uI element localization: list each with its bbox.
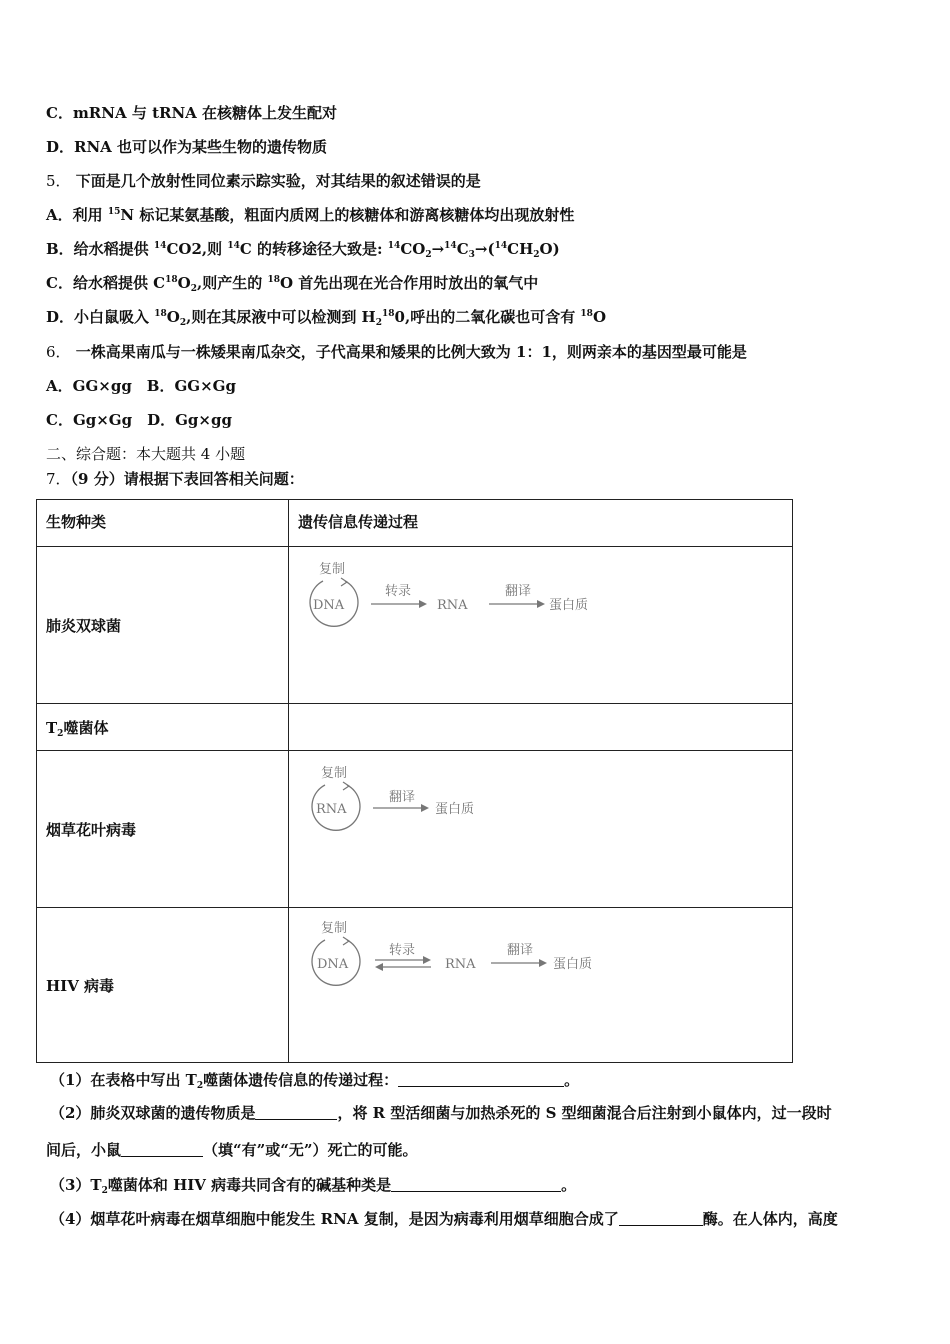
superscript: 14 (387, 241, 401, 251)
process-cell (289, 908, 793, 1063)
q5-option-b (46, 238, 560, 259)
text: 噬菌体和 HIV 病毒共同含有的碱基种类是 (107, 1176, 392, 1194)
dna-label: DNA (313, 598, 345, 613)
table-row (37, 547, 793, 704)
text: 0,呼出的二氧化碳也可含有 (394, 308, 581, 326)
organism-cell: HIV 病毒 (37, 908, 289, 1063)
question-6-stem (46, 341, 747, 362)
question-text: （9 分）请根据下表回答相关问题： (70, 470, 304, 488)
process-cell-empty[interactable] (289, 704, 793, 751)
text: N 标记某氨基酸，粗面内质网上的核糖体和游离核糖体均出现放射性 (120, 206, 575, 224)
superscript: 14 (227, 241, 240, 251)
superscript: 14 (153, 241, 167, 251)
rna-label: RNA (316, 802, 347, 817)
text: （填“有”或“无”）死亡的可能。 (203, 1141, 418, 1159)
option-c-line: C．mRNA 与 tRNA 在核糖体上发生配对 (46, 104, 338, 122)
organism-cell (37, 704, 289, 751)
header-process: 遗传信息传递过程 (289, 500, 793, 547)
text: ，将 R 型活细菌与加热杀死的 S 型细菌混合后注射到小鼠体内，过一段时 (337, 1104, 832, 1122)
arrow-icon (421, 804, 429, 812)
text: O) (539, 240, 560, 258)
text: T (46, 718, 58, 737)
genetic-info-table (36, 499, 793, 1063)
question-text: 一株高果南瓜与一株矮果南瓜杂交，子代高果和矮果的比例大致为 1：1，则两亲本的基因型最可能是 (75, 343, 747, 361)
arrow: →( (474, 240, 495, 258)
transcribe-label: 转录 (389, 943, 416, 958)
translate-label: 翻译 (389, 790, 416, 805)
transcribe-label: 转录 (385, 584, 412, 599)
option-d-line: D．RNA 也可以作为某些生物的遗传物质 (46, 138, 328, 156)
superscript: 18 (382, 309, 395, 319)
q5-option-a (46, 204, 574, 225)
superscript: 18 (580, 309, 593, 319)
answer-blank[interactable] (255, 1105, 337, 1120)
text: 噬菌体 (63, 718, 109, 737)
protein-label: 蛋白质 (549, 598, 589, 613)
protein-label: 蛋白质 (553, 957, 593, 972)
q5-option-d (46, 306, 606, 327)
answer-blank[interactable] (619, 1211, 703, 1226)
question-7-stem (46, 468, 304, 489)
table-row (37, 751, 793, 908)
text: 。 (564, 1071, 580, 1089)
text: （2）肺炎双球菌的遗传物质是 (50, 1104, 256, 1122)
subscript: 2 (101, 1186, 108, 1196)
answer-blank[interactable] (391, 1177, 561, 1192)
text: O 首先出现在光合作用时放出的氧气中 (279, 274, 539, 292)
subscript: 2 (375, 318, 382, 328)
arrowhead-icon (343, 937, 349, 945)
organism-cell: 肺炎双球菌 (37, 547, 289, 704)
text: O (166, 308, 180, 326)
translate-label: 翻译 (505, 584, 532, 599)
text: CO (400, 240, 426, 258)
sub-question-1 (50, 1069, 579, 1090)
text: 酶。在人体内，高度 (702, 1210, 838, 1228)
replicate-label: 复制 (319, 562, 346, 577)
question-5-stem (46, 170, 481, 191)
reverse-arrow-icon (375, 963, 383, 971)
rna-label: RNA (437, 598, 468, 613)
arrow: → (431, 240, 445, 258)
table-row (37, 704, 793, 751)
arrow-icon (423, 956, 431, 964)
text: B．给水稻提供 (46, 240, 154, 258)
subscript: 2 (179, 318, 187, 328)
superscript: 18 (267, 275, 280, 285)
rna-replication-diagram (289, 751, 609, 907)
protein-label: 蛋白质 (435, 802, 475, 817)
superscript: 18 (165, 275, 178, 285)
arrow-icon (539, 959, 547, 967)
text: A．利用 (46, 206, 108, 224)
text: 间后，小鼠 (46, 1141, 122, 1159)
organism-cell: 烟草花叶病毒 (37, 751, 289, 908)
text: CO2,则 (166, 240, 228, 258)
text: （1）在表格中写出 T (50, 1071, 197, 1089)
text: C (456, 240, 469, 258)
answer-blank[interactable] (121, 1142, 203, 1157)
table-row (37, 908, 793, 1063)
sub-question-3 (50, 1174, 576, 1195)
text: 噬菌体遗传信息的传递过程： (203, 1071, 399, 1089)
answer-blank[interactable] (398, 1072, 564, 1087)
process-cell (289, 547, 793, 704)
question-text: 下面是几个放射性同位素示踪实验，对其结果的叙述错误的是 (75, 172, 481, 190)
q6-options-cd: C．Gg×Gg D．Gg×gg (46, 411, 232, 429)
rna-label: RNA (445, 957, 476, 972)
text: 。 (561, 1176, 577, 1194)
superscript: 14 (444, 241, 457, 251)
subscript: 2 (57, 728, 64, 739)
sub-question-2 (50, 1102, 832, 1123)
header-organism: 生物种类 (37, 500, 289, 547)
subscript: 2 (533, 250, 540, 260)
dna-replication-diagram (289, 547, 609, 703)
sub-question-4 (50, 1208, 838, 1229)
subscript: 3 (468, 250, 475, 260)
subscript: 2 (190, 284, 197, 294)
question-number: 5． (46, 172, 71, 190)
arrowhead-icon (343, 782, 349, 790)
q6-options-ab: A．GG×gg B．GG×Gg (46, 377, 236, 395)
arrow-icon (419, 600, 427, 608)
table-header-row (37, 500, 793, 547)
sub-question-2-line2 (46, 1139, 418, 1160)
replicate-label: 复制 (321, 766, 348, 781)
question-number: 6． (46, 343, 71, 361)
text: C 的转移途径大致是: (239, 240, 388, 258)
text: ,则在其尿液中可以检测到 H (186, 308, 376, 326)
text: CH (507, 240, 534, 258)
text: （3）T (50, 1176, 102, 1194)
hiv-reverse-transcription-diagram (289, 908, 609, 1062)
superscript: 15 (107, 207, 121, 217)
q5-option-c (46, 272, 538, 293)
arrowhead-icon (341, 578, 347, 586)
subscript: 2 (196, 1081, 204, 1091)
text: ,则产生的 (196, 274, 268, 292)
superscript: 14 (494, 241, 508, 251)
arrow-icon (537, 600, 545, 608)
translate-label: 翻译 (507, 943, 534, 958)
question-number: 7． (46, 470, 71, 488)
text: O (177, 274, 191, 292)
text: O (592, 308, 607, 326)
process-cell (289, 751, 793, 908)
section-heading: 二、综合题：本大题共 4 小题 (46, 445, 246, 463)
subscript: 2 (425, 250, 432, 260)
text: C．给水稻提供 C (46, 274, 166, 292)
text: D．小白鼠吸入 (46, 308, 155, 326)
text: （4）烟草花叶病毒在烟草细胞中能发生 RNA 复制，是因为病毒利用烟草细胞合成了 (50, 1210, 619, 1228)
replicate-label: 复制 (321, 921, 348, 936)
superscript: 18 (154, 309, 167, 319)
dna-label: DNA (317, 957, 349, 972)
